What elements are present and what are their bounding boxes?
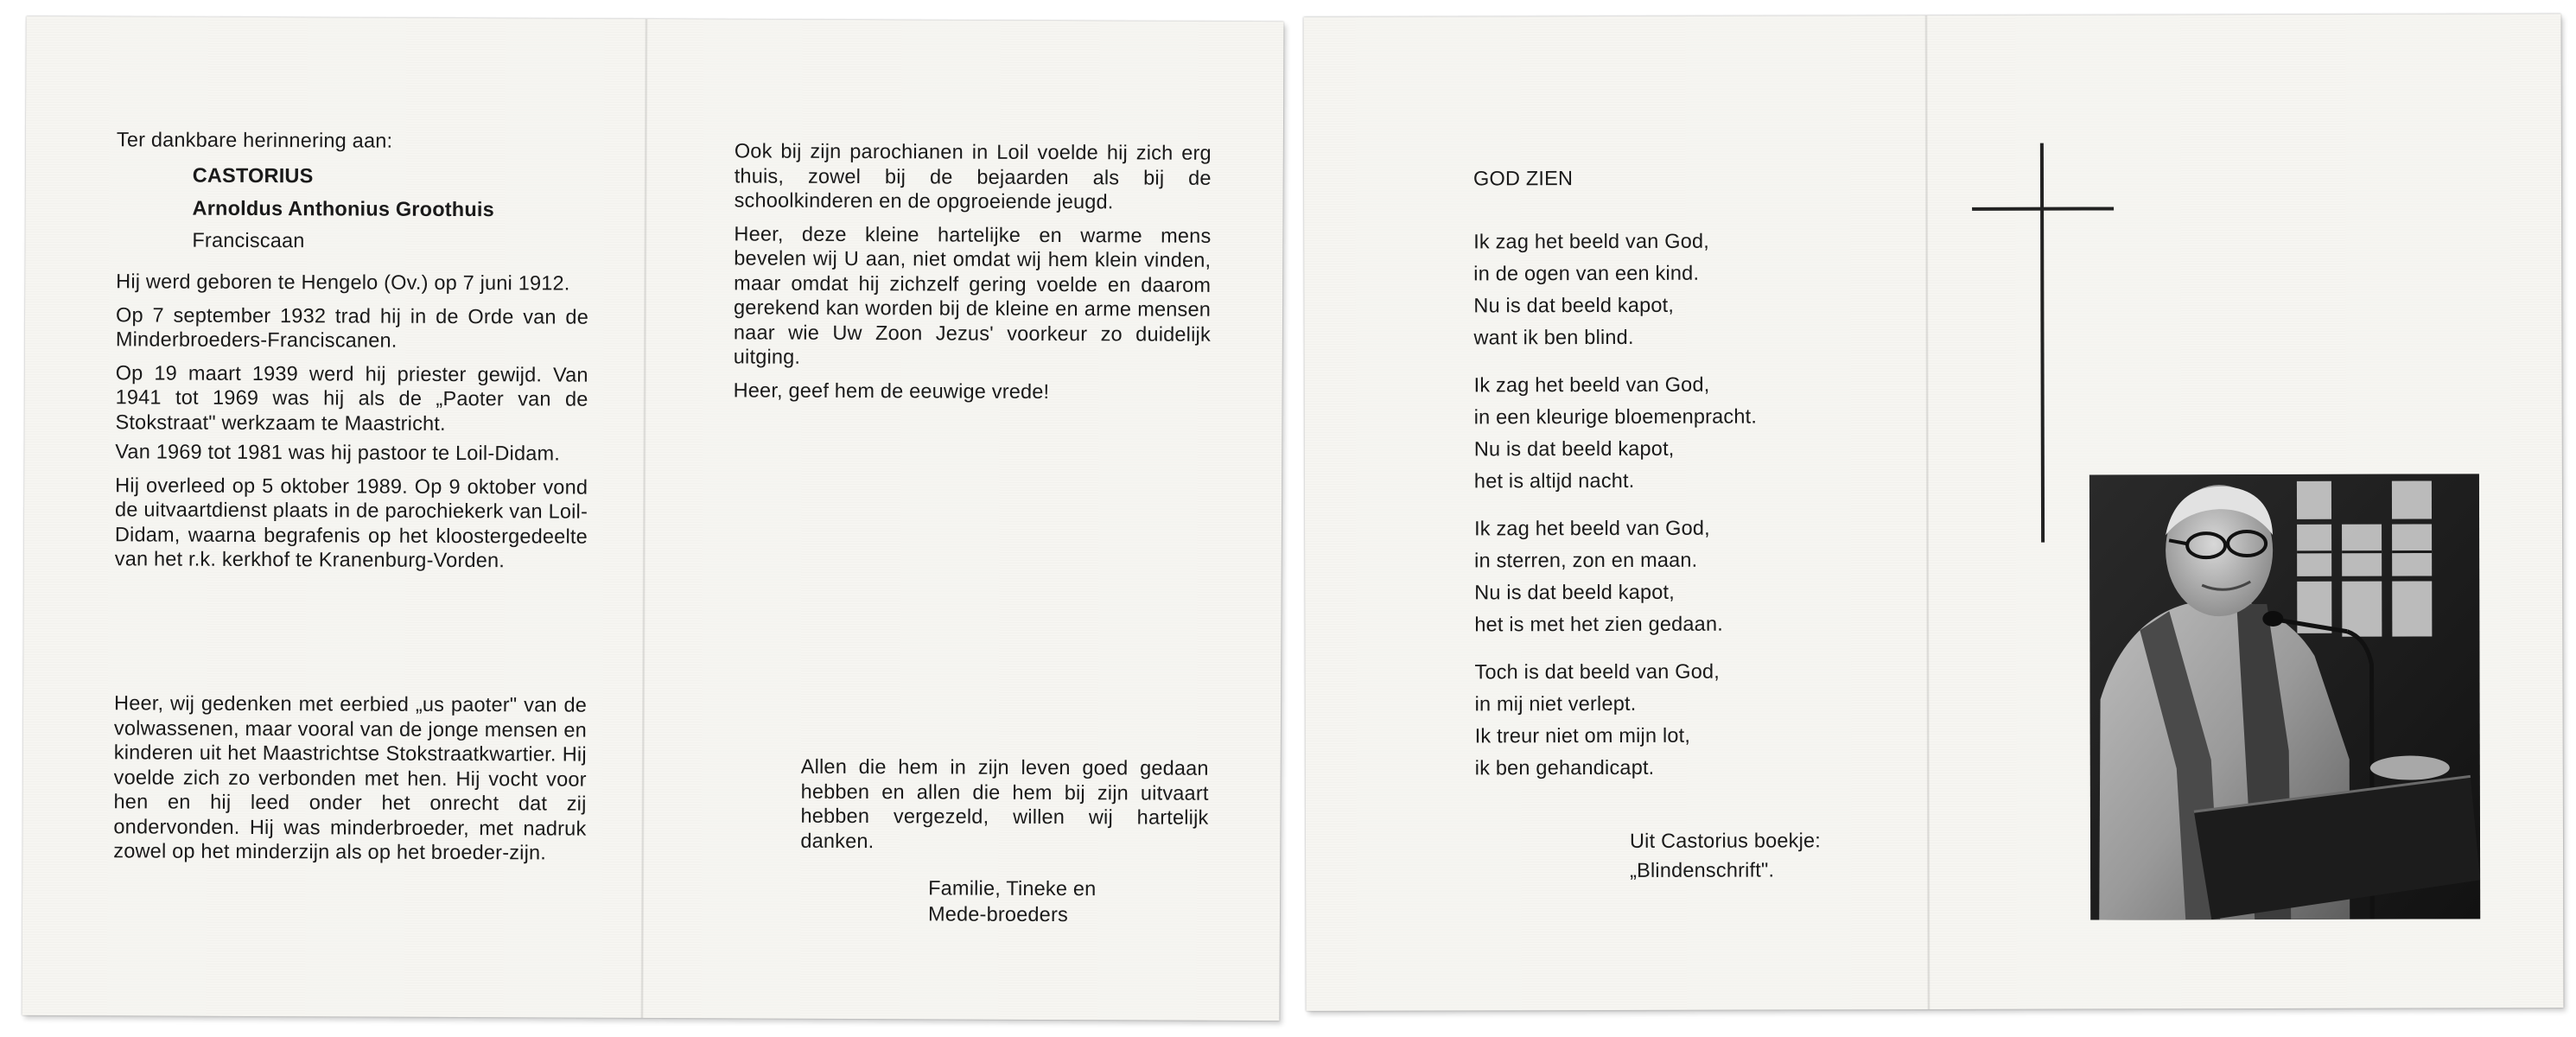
signature-line: Mede-broeders bbox=[927, 902, 1069, 926]
bio-paragraph: Op 7 september 1932 trad hij in de Orde van de Minderbroeders-Franciscanen. bbox=[115, 302, 589, 352]
bio-paragraph: Hij werd geboren te Hengelo (Ov.) op 7 juni 1912. bbox=[116, 270, 570, 295]
source-line: Uit Castorius boekje: bbox=[1629, 829, 1822, 852]
inner-paragraph: Ook bij zijn parochianen in Loil voelde hij zich erg thuis, zowel bij de bejaarden als bij de schoolkinderen en de opgroeiende jeugd. bbox=[734, 139, 1212, 213]
religious-name: CASTORIUS bbox=[192, 163, 314, 188]
full-name: Arnoldus Anthonius Groothuis bbox=[192, 196, 494, 221]
signature-line: Familie, Tineke en bbox=[928, 876, 1097, 900]
portrait-photo bbox=[2089, 474, 2480, 919]
inner-paragraph: Heer, deze kleine hartelijke en warme mens bevelen wij U aan, niet omdat wij hem klein vinden, maar omdat hij zichzelf gering voelde en daarom gerekend kan worden bij de kleine en arme mensen naar wie Uw Zoon Jezus' voorkeur zo duidelijk uitging. bbox=[733, 221, 1212, 368]
card-fold bbox=[640, 19, 647, 1018]
poem-stanza: Ik zag het beeld van God, in de ogen van een kind. Nu is dat beeld kapot, want ik ben blind. bbox=[1473, 229, 1710, 349]
poem-stanza: Ik zag het beeld van God, in sterren, zon en maan. Nu is dat beeld kapot, het is met het zien gedaan. bbox=[1474, 516, 1723, 636]
biography bbox=[115, 269, 589, 582]
memorial-card-left bbox=[22, 16, 1283, 1021]
dedication-heading: Ter dankbare herinnering aan: bbox=[116, 128, 393, 152]
order-name: Franciscaan bbox=[192, 228, 305, 252]
card-fold bbox=[1924, 16, 1930, 1009]
prayer-paragraph: Heer, wij gedenken met eerbied „us paoter" van de volwassenen, maar vooral van de jonge mensen en kinderen uit het Maastrichtse Stokstraatkwartier. Hij voelde zich zo verbonden met hen. Hij vocht voor hen en hij leed onder het onrecht dat zij ondervonden. Hij was minderbroeder, met nadruk zowel op het minderzijn als op het broeder-zijn. bbox=[113, 691, 588, 864]
bio-paragraph: Op 19 maart 1939 werd hij priester gewijd. Van 1941 tot 1969 was hij als de „Paoter van de Stokstraat" werkzaam te Maastricht. bbox=[115, 360, 588, 435]
bio-paragraph: Van 1969 tot 1981 was hij pastoor te Loil-Didam. bbox=[115, 440, 561, 465]
portrait-photo-illustration bbox=[2089, 474, 2480, 919]
cross-icon bbox=[1303, 14, 2560, 17]
bio-paragraph: Hij overleed op 5 oktober 1989. Op 9 oktober vond de uitvaartdienst plaats in de parochiekerk van Loil-Didam, waarna begrafenis op het kloostergedeelte van het r.k. kerkhof te Kranenburg-Vorden. bbox=[114, 473, 588, 572]
source-line: „Blindenschrift". bbox=[1630, 858, 1775, 881]
poem-stanza: Toch is dat beeld van God, in mij niet verlept. Ik treur niet om mijn lot, ik ben gehandicapt. bbox=[1474, 659, 1720, 779]
inner-text bbox=[734, 138, 1212, 412]
memorial-card-right bbox=[1303, 14, 2563, 1011]
poem-title: GOD ZIEN bbox=[1472, 167, 1574, 190]
inner-paragraph: Heer, geef hem de eeuwige vrede! bbox=[733, 378, 1050, 403]
thanks-paragraph: Allen die hem in zijn leven goed gedaan hebben en allen die hem bij zijn uitvaart hebben vergezeld, willen wij hartelijk danken. bbox=[800, 754, 1209, 852]
poem-stanza: Ik zag het beeld van God, in een kleurige bloemenpracht. Nu is dat beeld kapot, het is altijd nacht. bbox=[1473, 372, 1758, 493]
